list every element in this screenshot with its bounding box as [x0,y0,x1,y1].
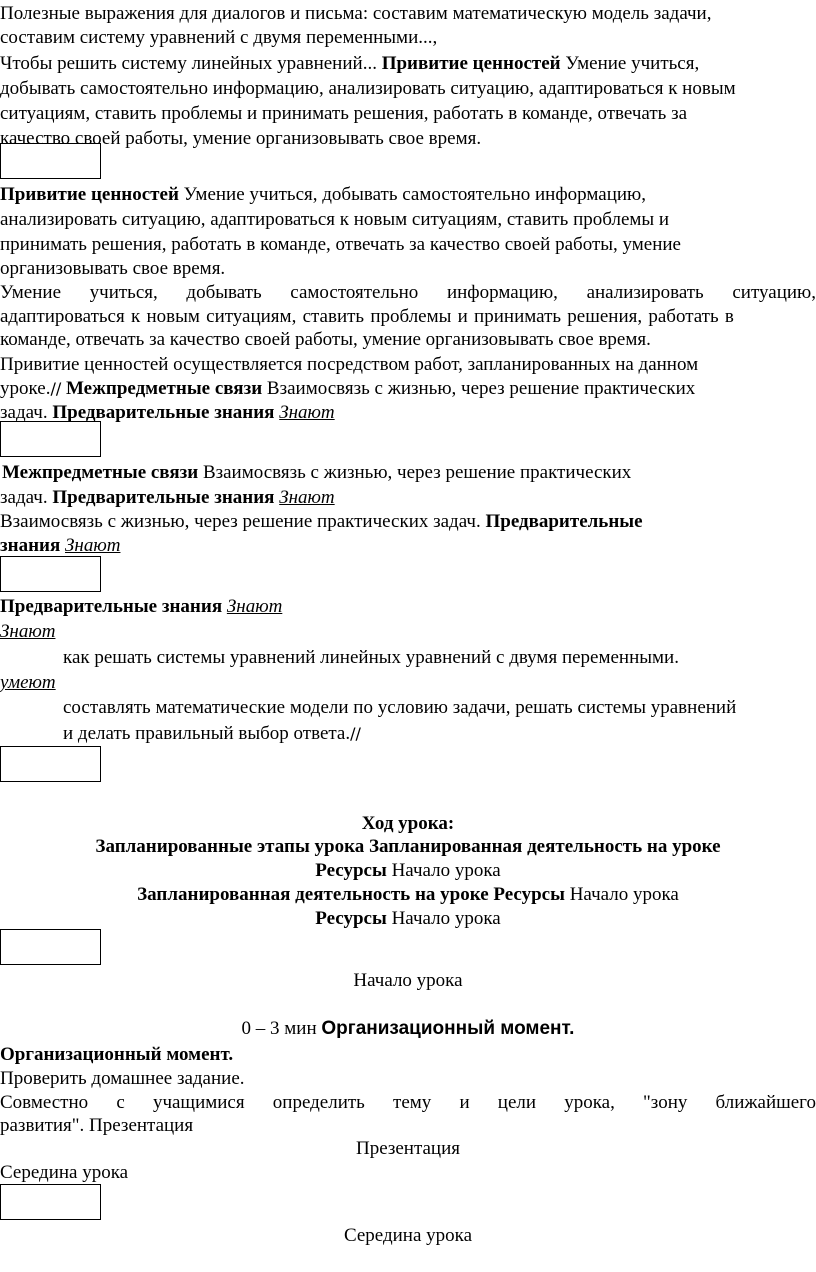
placeholder-box [0,421,101,457]
text-line: команде, отвечать за качество своей работы, умение организовывать свое время. [0,329,651,350]
text-line: Запланированные этапы урока Запланированная деятельность на уроке [95,836,721,857]
text-line: Ресурсы Начало урока [315,908,501,929]
text-line: и делать правильный выбор ответа.// [63,723,361,744]
text-line: умеют [0,672,56,693]
text-line: качество своей работы, умение организовывать свое время. [0,128,482,149]
text-line: 0 – 3 мин Организационный момент. [241,1018,575,1039]
text-line: Знают [0,621,56,642]
placeholder-box [0,1184,101,1220]
text-line: знания Знают [0,535,121,556]
placeholder-box [0,929,101,965]
text-line: составим систему уравнений с двумя переменными..., [0,27,438,48]
text-line: анализировать ситуацию, адаптироваться к новым ситуациям, ставить проблемы и [0,209,670,230]
text-line: Предварительные знания Знают [0,596,283,617]
text-line: ситуациям, ставить проблемы и принимать решения, работать в команде, отвечать за [0,103,688,124]
text-line: Середина урока [343,1225,473,1246]
text-line: Межпредметные связи Взаимосвязь с жизнью, через решение практических [2,462,632,483]
text-line: Взаимосвязь с жизнью, через решение практических задач. Предварительные [0,511,643,532]
placeholder-box [0,746,101,782]
text-line: Ресурсы Начало урока [315,860,501,881]
text-line: развития". Презентация [0,1115,194,1136]
text-line: Умение учиться, добывать самостоятельно информацию, анализировать ситуацию, [0,282,816,303]
placeholder-box [0,143,101,179]
text-line: Запланированная деятельность на уроке Ресурсы Начало урока [137,884,679,905]
text-line: уроке.// Межпредметные связи Взаимосвязь с жизнью, через решение практических [0,378,696,399]
text-line: Середина урока [0,1162,129,1183]
text-line: составлять математические модели по условию задачи, решать системы уравнений [63,697,737,718]
text-line: задач. Предварительные знания Знают [0,402,335,423]
text-line: Чтобы решить систему линейных уравнений... Привитие ценностей Умение учиться, [0,53,700,74]
text-line: Привитие ценностей Умение учиться, добывать самостоятельно информацию, [0,184,646,205]
text-line: Начало урока [353,970,463,991]
text-line: добывать самостоятельно информацию, анализировать ситуацию, адаптироваться к новым [0,78,736,99]
placeholder-box [0,556,101,592]
text-line: Проверить домашнее задание. [0,1068,245,1089]
text-line: Презентация [355,1138,461,1159]
text-line: как решать системы уравнений линейных уравнений с двумя переменными. [63,647,679,668]
section-heading: Ход урока: [361,813,455,834]
text-line: Организационный момент. [0,1044,234,1065]
text-line: Совместно с учащимися определить тему и цели урока, "зону ближайшего [0,1092,816,1113]
text-line: адаптироваться к новым ситуациям, ставить проблемы и принимать решения, работать в [0,306,734,327]
text-line: Привитие ценностей осуществляется посредством работ, запланированных на данном [0,354,699,375]
text-line: Полезные выражения для диалогов и письма: составим математическую модель задачи, [0,3,712,24]
text-line: организовывать свое время. [0,258,226,279]
text-line: принимать решения, работать в команде, отвечать за качество своей работы, умение [0,234,681,255]
text-line: задач. Предварительные знания Знают [0,487,335,508]
